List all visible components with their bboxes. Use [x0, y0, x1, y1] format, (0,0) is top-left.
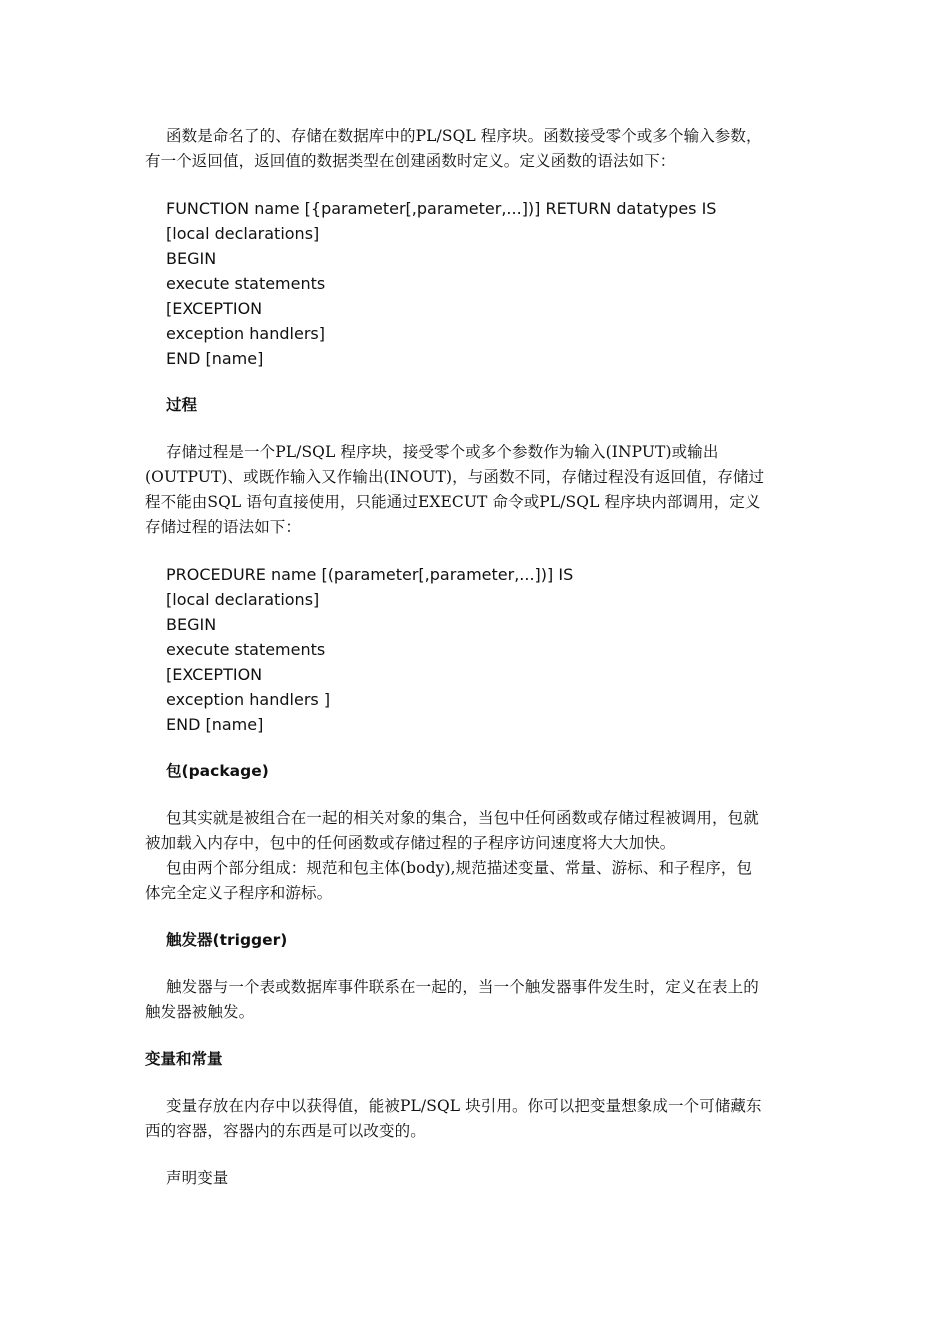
code-line: PROCEDURE name [(parameter[,parameter,...])] IS: [166, 565, 574, 584]
function-intro-paragraph: [145, 124, 805, 174]
function-syntax-block: [145, 196, 805, 371]
code-line: [EXCEPTION: [166, 665, 263, 684]
paragraph-line: 触发器与一个表或数据库事件联系在一起的，当一个触发器事件发生时，定义在表上的: [166, 978, 759, 996]
trigger-paragraph: [145, 975, 805, 1025]
paragraph-line: 包由两个部分组成：规范和包主体(body),规范描述变量、常量、游标、和子程序，包: [166, 859, 753, 877]
declare-variable-heading: [145, 1166, 805, 1191]
package-paragraph: [145, 806, 805, 906]
code-line: [EXCEPTION: [166, 299, 263, 318]
paragraph-line: 西的容器，容器内的东西是可以改变的。: [145, 1122, 426, 1140]
code-line: END [name]: [166, 349, 264, 368]
code-line: BEGIN: [166, 249, 217, 268]
paragraph-line: 声明变量: [166, 1169, 229, 1187]
variables-heading: 变量和常量: [145, 1050, 223, 1068]
code-line: BEGIN: [166, 615, 217, 634]
paragraph-line: 程不能由SQL 语句直接使用，只能通过EXECUT 命令或PL/SQL 程序块内部调用，定义: [145, 493, 761, 511]
paragraph-line: 触发器被触发。: [145, 1003, 255, 1021]
paragraph-line: 存储过程的语法如下：: [145, 518, 302, 536]
procedure-syntax-block: [145, 562, 805, 737]
code-line: execute statements: [166, 274, 326, 293]
paragraph-line: 存储过程是一个PL/SQL 程序块，接受零个或多个参数作为输入(INPUT)或输出: [166, 443, 719, 461]
code-line: exception handlers ]: [166, 690, 331, 709]
paragraph-line: 函数是命名了的、存储在数据库中的PL/SQL 程序块。函数接受零个或多个输入参数，: [166, 127, 762, 145]
code-line: FUNCTION name [{parameter[,parameter,...])] RETURN datatypes IS: [166, 199, 717, 218]
code-line: [local declarations]: [166, 590, 320, 609]
package-heading: 包(package): [166, 762, 269, 780]
procedure-heading: 过程: [166, 396, 198, 414]
variables-paragraph: [145, 1094, 805, 1144]
paragraph-line: 有一个返回值，返回值的数据类型在创建函数时定义。定义函数的语法如下：: [145, 152, 676, 170]
paragraph-line: (OUTPUT)、或既作输入又作输出(INOUT)，与函数不同，存储过程没有返回值，存储过: [145, 468, 765, 486]
code-line: execute statements: [166, 640, 326, 659]
paragraph-line: 体完全定义子程序和游标。: [145, 884, 333, 902]
trigger-heading: 触发器(trigger): [166, 931, 288, 949]
procedure-paragraph: [145, 440, 805, 540]
code-line: END [name]: [166, 715, 264, 734]
paragraph-line: 被加载入内存中，包中的任何函数或存储过程的子程序访问速度将大大加快。: [145, 834, 676, 852]
code-line: exception handlers]: [166, 324, 325, 343]
document-page: [145, 124, 805, 1191]
paragraph-line: 包其实就是被组合在一起的相关对象的集合，当包中任何函数或存储过程被调用，包就: [166, 809, 759, 827]
paragraph-line: 变量存放在内存中以获得值，能被PL/SQL 块引用。你可以把变量想象成一个可储藏东: [166, 1097, 762, 1115]
code-line: [local declarations]: [166, 224, 320, 243]
